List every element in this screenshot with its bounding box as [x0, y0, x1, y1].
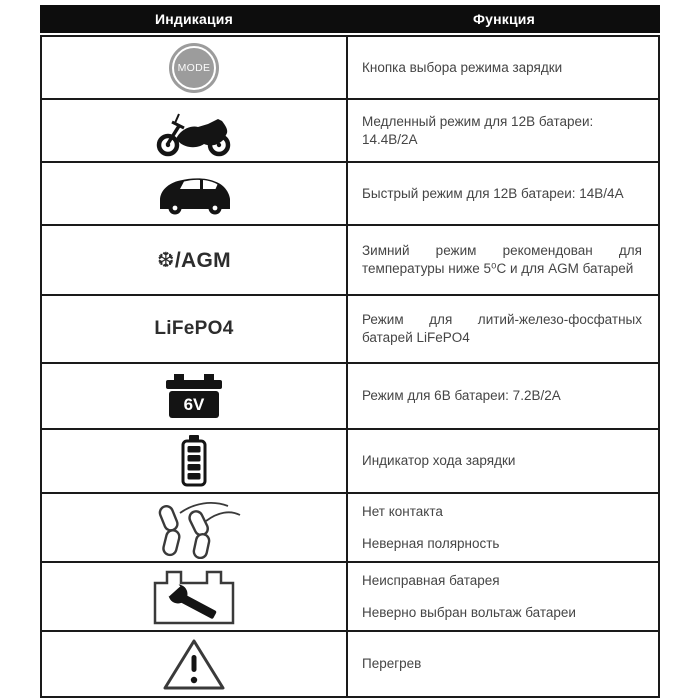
function-text: Медленный режим для 12В батареи: 14.4В/2А — [362, 113, 594, 147]
function-text: Неверно выбран вольтаж батареи — [362, 604, 576, 620]
function-text: Индикатор хода зарядки — [362, 453, 516, 469]
table-row-overheat — [42, 630, 658, 696]
overheat-warning-icon — [161, 636, 227, 692]
indication-cell — [42, 226, 348, 294]
car-icon — [154, 172, 234, 216]
mode-button-label: MODE — [172, 46, 216, 90]
function-text: Режим для литий-железо-фосфатных батарей LiFePO4 — [362, 312, 642, 345]
header-indication: Индикация — [155, 11, 233, 27]
table-row-battery-service — [42, 561, 658, 630]
indication-function-table — [40, 5, 660, 698]
function-cell — [348, 430, 658, 492]
function-cell — [348, 226, 658, 294]
battery-6v-label: 6V — [183, 395, 205, 414]
snowflake-agm-label: ❆/AGM — [157, 248, 231, 272]
function-cell — [348, 163, 658, 224]
indication-cell — [42, 563, 348, 630]
battery-clamps-icon — [144, 497, 244, 559]
table-row-mode — [42, 37, 658, 98]
function-text: Быстрый режим для 12В батареи: 14В/4А — [362, 185, 624, 201]
indication-cell — [42, 100, 348, 161]
lifepo4-label: LiFePO4 — [154, 318, 234, 339]
function-cell — [348, 100, 658, 161]
function-text: Зимний режим рекомендован для температуры ниже 5⁰С и для AGM батарей — [362, 243, 642, 276]
mode-button-icon — [169, 43, 219, 93]
battery-6v-icon — [162, 373, 226, 419]
function-cell — [348, 563, 658, 630]
indication-cell — [42, 430, 348, 492]
function-text: Нет контакта — [362, 504, 443, 519]
function-cell — [348, 37, 658, 98]
table-row-lifepo4 — [42, 294, 658, 362]
motorcycle-icon — [151, 105, 237, 157]
function-text: Неисправная батарея — [362, 573, 500, 589]
function-text: Неверная полярность — [362, 535, 500, 551]
indication-cell — [42, 163, 348, 224]
function-text: Кнопка выбора режима зарядки — [362, 59, 563, 75]
indication-cell — [42, 364, 348, 428]
table-row-car — [42, 161, 658, 224]
table-body — [40, 35, 660, 698]
indication-cell — [42, 37, 348, 98]
function-cell — [348, 364, 658, 428]
function-cell — [348, 632, 658, 696]
table-row-motorcycle — [42, 98, 658, 161]
function-cell — [348, 296, 658, 362]
indication-cell — [42, 494, 348, 561]
battery-service-icon — [151, 568, 237, 626]
table-header — [40, 5, 660, 33]
table-row-agm — [42, 224, 658, 294]
function-text: Режим для 6В батареи: 7.2В/2А — [362, 388, 561, 404]
table-row-charge-progress — [42, 428, 658, 492]
header-function: Функция — [473, 11, 535, 27]
table-row-clamps — [42, 492, 658, 561]
indication-cell — [42, 296, 348, 362]
function-text: Перегрев — [362, 656, 422, 672]
charge-progress-icon — [179, 435, 209, 487]
function-cell — [348, 494, 658, 561]
table-row-6v — [42, 362, 658, 428]
indication-cell — [42, 632, 348, 696]
